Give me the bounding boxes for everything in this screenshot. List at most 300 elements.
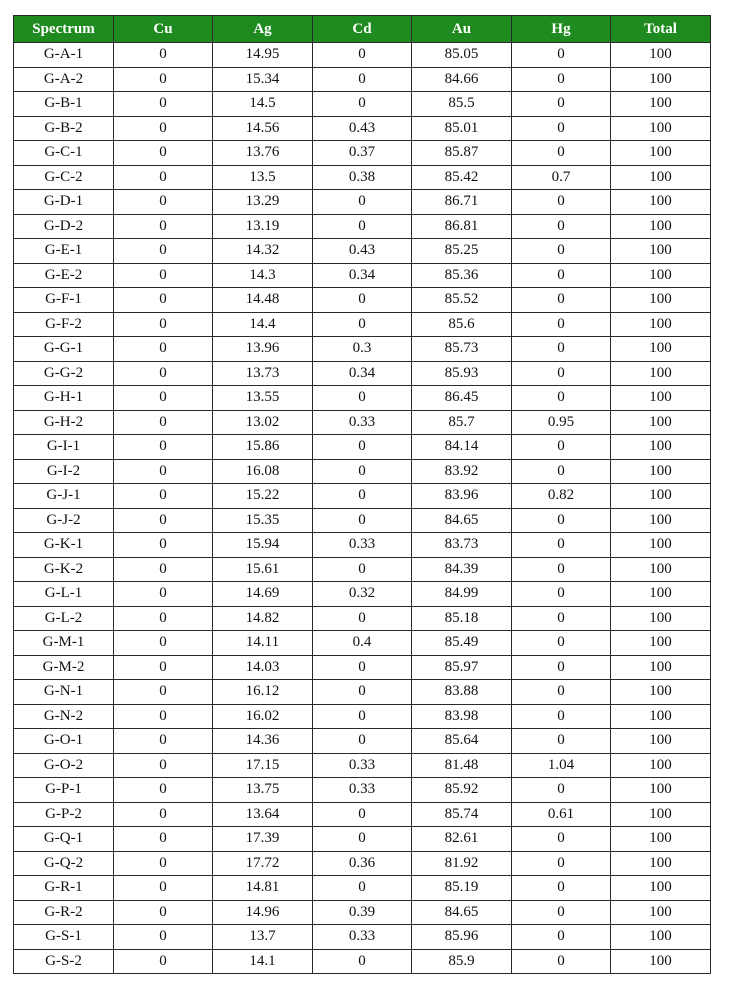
cu-cell: 0 bbox=[114, 337, 213, 362]
au-cell: 84.65 bbox=[412, 900, 512, 925]
au-cell: 85.05 bbox=[412, 43, 512, 68]
table-row bbox=[14, 92, 711, 117]
ag-cell: 14.48 bbox=[213, 288, 313, 313]
cd-cell: 0 bbox=[313, 729, 412, 754]
hg-cell: 0 bbox=[512, 435, 611, 460]
table-row bbox=[14, 949, 711, 974]
spectrum-cell: G-J-1 bbox=[14, 484, 114, 509]
au-cell: 85.36 bbox=[412, 263, 512, 288]
table-row bbox=[14, 67, 711, 92]
spectrum-cell: G-F-2 bbox=[14, 312, 114, 337]
cu-cell: 0 bbox=[114, 606, 213, 631]
ag-cell: 13.64 bbox=[213, 802, 313, 827]
hg-cell: 0 bbox=[512, 214, 611, 239]
hg-cell: 0 bbox=[512, 92, 611, 117]
ag-cell: 15.22 bbox=[213, 484, 313, 509]
total-cell: 100 bbox=[611, 655, 711, 680]
au-cell: 85.92 bbox=[412, 778, 512, 803]
table-row bbox=[14, 214, 711, 239]
total-cell: 100 bbox=[611, 288, 711, 313]
ag-cell: 17.39 bbox=[213, 827, 313, 852]
spectrum-cell: G-H-1 bbox=[14, 386, 114, 411]
spectrum-cell: G-E-1 bbox=[14, 239, 114, 264]
composition-table bbox=[13, 15, 711, 974]
hg-cell: 0 bbox=[512, 925, 611, 950]
cu-cell: 0 bbox=[114, 876, 213, 901]
au-cell: 83.92 bbox=[412, 459, 512, 484]
cu-cell: 0 bbox=[114, 386, 213, 411]
total-cell: 100 bbox=[611, 92, 711, 117]
ag-cell: 15.86 bbox=[213, 435, 313, 460]
cd-cell: 0.33 bbox=[313, 533, 412, 558]
table-row bbox=[14, 900, 711, 925]
spectrum-cell: G-C-2 bbox=[14, 165, 114, 190]
table-row bbox=[14, 606, 711, 631]
hg-cell: 0 bbox=[512, 67, 611, 92]
total-cell: 100 bbox=[611, 729, 711, 754]
total-cell: 100 bbox=[611, 778, 711, 803]
hg-cell: 0 bbox=[512, 778, 611, 803]
cu-cell: 0 bbox=[114, 900, 213, 925]
cu-cell: 0 bbox=[114, 851, 213, 876]
cd-cell: 0 bbox=[313, 190, 412, 215]
total-cell: 100 bbox=[611, 459, 711, 484]
spectrum-cell: G-M-1 bbox=[14, 631, 114, 656]
spectrum-cell: G-D-2 bbox=[14, 214, 114, 239]
spectrum-cell: G-K-2 bbox=[14, 557, 114, 582]
au-cell: 85.42 bbox=[412, 165, 512, 190]
total-cell: 100 bbox=[611, 386, 711, 411]
cu-cell: 0 bbox=[114, 949, 213, 974]
cu-cell: 0 bbox=[114, 43, 213, 68]
ag-cell: 14.32 bbox=[213, 239, 313, 264]
au-cell: 84.99 bbox=[412, 582, 512, 607]
cd-cell: 0 bbox=[313, 435, 412, 460]
table-row bbox=[14, 484, 711, 509]
cd-cell: 0 bbox=[313, 827, 412, 852]
hg-cell: 0 bbox=[512, 459, 611, 484]
cd-cell: 0 bbox=[313, 680, 412, 705]
hg-cell: 0 bbox=[512, 631, 611, 656]
hg-cell: 0 bbox=[512, 190, 611, 215]
au-cell: 85.73 bbox=[412, 337, 512, 362]
au-cell: 84.14 bbox=[412, 435, 512, 460]
spectrum-cell: G-Q-1 bbox=[14, 827, 114, 852]
cd-cell: 0 bbox=[313, 459, 412, 484]
total-cell: 100 bbox=[611, 827, 711, 852]
total-cell: 100 bbox=[611, 67, 711, 92]
ag-cell: 13.75 bbox=[213, 778, 313, 803]
cd-cell: 0 bbox=[313, 704, 412, 729]
spectrum-cell: G-O-1 bbox=[14, 729, 114, 754]
hg-cell: 0 bbox=[512, 827, 611, 852]
hg-cell: 0 bbox=[512, 606, 611, 631]
table-row bbox=[14, 729, 711, 754]
total-cell: 100 bbox=[611, 582, 711, 607]
cd-cell: 0 bbox=[313, 876, 412, 901]
cd-cell: 0.34 bbox=[313, 361, 412, 386]
table-row bbox=[14, 337, 711, 362]
header-hg: Hg bbox=[512, 16, 611, 43]
hg-cell: 0.82 bbox=[512, 484, 611, 509]
ag-cell: 14.4 bbox=[213, 312, 313, 337]
au-cell: 83.73 bbox=[412, 533, 512, 558]
au-cell: 85.97 bbox=[412, 655, 512, 680]
au-cell: 85.74 bbox=[412, 802, 512, 827]
cu-cell: 0 bbox=[114, 288, 213, 313]
cu-cell: 0 bbox=[114, 165, 213, 190]
cu-cell: 0 bbox=[114, 361, 213, 386]
total-cell: 100 bbox=[611, 753, 711, 778]
ag-cell: 17.15 bbox=[213, 753, 313, 778]
spectrum-cell: G-B-2 bbox=[14, 116, 114, 141]
spectrum-cell: G-D-1 bbox=[14, 190, 114, 215]
hg-cell: 0 bbox=[512, 949, 611, 974]
cu-cell: 0 bbox=[114, 312, 213, 337]
ag-cell: 16.02 bbox=[213, 704, 313, 729]
cd-cell: 0 bbox=[313, 802, 412, 827]
cd-cell: 0 bbox=[313, 214, 412, 239]
total-cell: 100 bbox=[611, 239, 711, 264]
spectrum-cell: G-O-2 bbox=[14, 753, 114, 778]
hg-cell: 0 bbox=[512, 900, 611, 925]
header-row bbox=[14, 16, 711, 43]
cu-cell: 0 bbox=[114, 214, 213, 239]
spectrum-cell: G-P-2 bbox=[14, 802, 114, 827]
table-row bbox=[14, 386, 711, 411]
header-au: Au bbox=[412, 16, 512, 43]
table-row bbox=[14, 827, 711, 852]
cd-cell: 0 bbox=[313, 288, 412, 313]
cd-cell: 0.32 bbox=[313, 582, 412, 607]
hg-cell: 0 bbox=[512, 337, 611, 362]
table-row bbox=[14, 43, 711, 68]
cu-cell: 0 bbox=[114, 557, 213, 582]
au-cell: 85.5 bbox=[412, 92, 512, 117]
table-row bbox=[14, 557, 711, 582]
cu-cell: 0 bbox=[114, 582, 213, 607]
composition-table-container bbox=[13, 15, 710, 974]
ag-cell: 13.7 bbox=[213, 925, 313, 950]
ag-cell: 15.34 bbox=[213, 67, 313, 92]
ag-cell: 17.72 bbox=[213, 851, 313, 876]
total-cell: 100 bbox=[611, 361, 711, 386]
ag-cell: 14.95 bbox=[213, 43, 313, 68]
spectrum-cell: G-B-1 bbox=[14, 92, 114, 117]
cu-cell: 0 bbox=[114, 459, 213, 484]
table-row bbox=[14, 141, 711, 166]
ag-cell: 16.12 bbox=[213, 680, 313, 705]
cu-cell: 0 bbox=[114, 533, 213, 558]
cu-cell: 0 bbox=[114, 141, 213, 166]
cd-cell: 0 bbox=[313, 655, 412, 680]
cd-cell: 0 bbox=[313, 67, 412, 92]
header-ag: Ag bbox=[213, 16, 313, 43]
au-cell: 82.61 bbox=[412, 827, 512, 852]
total-cell: 100 bbox=[611, 337, 711, 362]
table-body bbox=[14, 43, 711, 974]
header-cd: Cd bbox=[313, 16, 412, 43]
cu-cell: 0 bbox=[114, 729, 213, 754]
cd-cell: 0.43 bbox=[313, 239, 412, 264]
table-row bbox=[14, 459, 711, 484]
total-cell: 100 bbox=[611, 263, 711, 288]
cu-cell: 0 bbox=[114, 435, 213, 460]
au-cell: 84.39 bbox=[412, 557, 512, 582]
spectrum-cell: G-S-2 bbox=[14, 949, 114, 974]
cd-cell: 0 bbox=[313, 606, 412, 631]
ag-cell: 14.81 bbox=[213, 876, 313, 901]
ag-cell: 13.55 bbox=[213, 386, 313, 411]
table-row bbox=[14, 190, 711, 215]
table-header bbox=[14, 16, 711, 43]
ag-cell: 15.94 bbox=[213, 533, 313, 558]
spectrum-cell: G-R-2 bbox=[14, 900, 114, 925]
cu-cell: 0 bbox=[114, 704, 213, 729]
table-row bbox=[14, 851, 711, 876]
au-cell: 84.66 bbox=[412, 67, 512, 92]
hg-cell: 0 bbox=[512, 116, 611, 141]
au-cell: 85.19 bbox=[412, 876, 512, 901]
hg-cell: 0.95 bbox=[512, 410, 611, 435]
table-row bbox=[14, 582, 711, 607]
table-row bbox=[14, 876, 711, 901]
cu-cell: 0 bbox=[114, 484, 213, 509]
hg-cell: 0 bbox=[512, 533, 611, 558]
cu-cell: 0 bbox=[114, 753, 213, 778]
total-cell: 100 bbox=[611, 190, 711, 215]
cd-cell: 0.33 bbox=[313, 410, 412, 435]
hg-cell: 0 bbox=[512, 508, 611, 533]
table-row bbox=[14, 533, 711, 558]
ag-cell: 13.29 bbox=[213, 190, 313, 215]
hg-cell: 0 bbox=[512, 312, 611, 337]
cd-cell: 0 bbox=[313, 43, 412, 68]
total-cell: 100 bbox=[611, 557, 711, 582]
total-cell: 100 bbox=[611, 900, 711, 925]
hg-cell: 0.61 bbox=[512, 802, 611, 827]
au-cell: 85.7 bbox=[412, 410, 512, 435]
spectrum-cell: G-P-1 bbox=[14, 778, 114, 803]
cu-cell: 0 bbox=[114, 190, 213, 215]
total-cell: 100 bbox=[611, 925, 711, 950]
total-cell: 100 bbox=[611, 704, 711, 729]
spectrum-cell: G-R-1 bbox=[14, 876, 114, 901]
cd-cell: 0.38 bbox=[313, 165, 412, 190]
cu-cell: 0 bbox=[114, 67, 213, 92]
ag-cell: 14.3 bbox=[213, 263, 313, 288]
au-cell: 85.18 bbox=[412, 606, 512, 631]
cd-cell: 0.4 bbox=[313, 631, 412, 656]
header-cu: Cu bbox=[114, 16, 213, 43]
hg-cell: 0 bbox=[512, 361, 611, 386]
spectrum-cell: G-N-1 bbox=[14, 680, 114, 705]
hg-cell: 0 bbox=[512, 43, 611, 68]
au-cell: 86.45 bbox=[412, 386, 512, 411]
total-cell: 100 bbox=[611, 312, 711, 337]
spectrum-cell: G-L-1 bbox=[14, 582, 114, 607]
table-row bbox=[14, 312, 711, 337]
ag-cell: 14.56 bbox=[213, 116, 313, 141]
ag-cell: 14.96 bbox=[213, 900, 313, 925]
cd-cell: 0.43 bbox=[313, 116, 412, 141]
au-cell: 86.81 bbox=[412, 214, 512, 239]
table-row bbox=[14, 704, 711, 729]
spectrum-cell: G-C-1 bbox=[14, 141, 114, 166]
spectrum-cell: G-G-1 bbox=[14, 337, 114, 362]
cu-cell: 0 bbox=[114, 92, 213, 117]
au-cell: 85.52 bbox=[412, 288, 512, 313]
ag-cell: 15.35 bbox=[213, 508, 313, 533]
table-row bbox=[14, 655, 711, 680]
au-cell: 83.88 bbox=[412, 680, 512, 705]
cu-cell: 0 bbox=[114, 802, 213, 827]
spectrum-cell: G-K-1 bbox=[14, 533, 114, 558]
total-cell: 100 bbox=[611, 116, 711, 141]
total-cell: 100 bbox=[611, 410, 711, 435]
ag-cell: 14.69 bbox=[213, 582, 313, 607]
au-cell: 85.9 bbox=[412, 949, 512, 974]
cd-cell: 0.34 bbox=[313, 263, 412, 288]
hg-cell: 0 bbox=[512, 876, 611, 901]
table-row bbox=[14, 288, 711, 313]
total-cell: 100 bbox=[611, 851, 711, 876]
au-cell: 83.96 bbox=[412, 484, 512, 509]
ag-cell: 13.5 bbox=[213, 165, 313, 190]
ag-cell: 13.02 bbox=[213, 410, 313, 435]
au-cell: 81.48 bbox=[412, 753, 512, 778]
cu-cell: 0 bbox=[114, 410, 213, 435]
spectrum-cell: G-J-2 bbox=[14, 508, 114, 533]
header-spectrum: Spectrum bbox=[14, 16, 114, 43]
au-cell: 84.65 bbox=[412, 508, 512, 533]
cd-cell: 0.37 bbox=[313, 141, 412, 166]
hg-cell: 0 bbox=[512, 239, 611, 264]
cu-cell: 0 bbox=[114, 631, 213, 656]
au-cell: 85.64 bbox=[412, 729, 512, 754]
total-cell: 100 bbox=[611, 631, 711, 656]
hg-cell: 0 bbox=[512, 141, 611, 166]
spectrum-cell: G-Q-2 bbox=[14, 851, 114, 876]
au-cell: 81.92 bbox=[412, 851, 512, 876]
table-row bbox=[14, 802, 711, 827]
cd-cell: 0.39 bbox=[313, 900, 412, 925]
table-row bbox=[14, 753, 711, 778]
cd-cell: 0.3 bbox=[313, 337, 412, 362]
ag-cell: 13.19 bbox=[213, 214, 313, 239]
table-row bbox=[14, 680, 711, 705]
hg-cell: 0 bbox=[512, 680, 611, 705]
total-cell: 100 bbox=[611, 802, 711, 827]
table-row bbox=[14, 361, 711, 386]
hg-cell: 0 bbox=[512, 729, 611, 754]
table-row bbox=[14, 925, 711, 950]
ag-cell: 14.36 bbox=[213, 729, 313, 754]
au-cell: 85.01 bbox=[412, 116, 512, 141]
cu-cell: 0 bbox=[114, 508, 213, 533]
total-cell: 100 bbox=[611, 43, 711, 68]
au-cell: 86.71 bbox=[412, 190, 512, 215]
hg-cell: 0 bbox=[512, 263, 611, 288]
spectrum-cell: G-I-2 bbox=[14, 459, 114, 484]
spectrum-cell: G-A-2 bbox=[14, 67, 114, 92]
total-cell: 100 bbox=[611, 876, 711, 901]
cd-cell: 0.33 bbox=[313, 753, 412, 778]
total-cell: 100 bbox=[611, 141, 711, 166]
ag-cell: 14.03 bbox=[213, 655, 313, 680]
total-cell: 100 bbox=[611, 508, 711, 533]
spectrum-cell: G-E-2 bbox=[14, 263, 114, 288]
cu-cell: 0 bbox=[114, 680, 213, 705]
ag-cell: 13.96 bbox=[213, 337, 313, 362]
table-row bbox=[14, 631, 711, 656]
total-cell: 100 bbox=[611, 214, 711, 239]
spectrum-cell: G-H-2 bbox=[14, 410, 114, 435]
total-cell: 100 bbox=[611, 606, 711, 631]
cu-cell: 0 bbox=[114, 263, 213, 288]
hg-cell: 0 bbox=[512, 704, 611, 729]
table-row bbox=[14, 165, 711, 190]
cd-cell: 0 bbox=[313, 92, 412, 117]
ag-cell: 14.1 bbox=[213, 949, 313, 974]
table-row bbox=[14, 410, 711, 435]
cd-cell: 0.33 bbox=[313, 925, 412, 950]
hg-cell: 0.7 bbox=[512, 165, 611, 190]
table-row bbox=[14, 239, 711, 264]
cd-cell: 0.33 bbox=[313, 778, 412, 803]
hg-cell: 0 bbox=[512, 386, 611, 411]
spectrum-cell: G-I-1 bbox=[14, 435, 114, 460]
table-row bbox=[14, 263, 711, 288]
cu-cell: 0 bbox=[114, 827, 213, 852]
cd-cell: 0 bbox=[313, 386, 412, 411]
total-cell: 100 bbox=[611, 680, 711, 705]
ag-cell: 15.61 bbox=[213, 557, 313, 582]
cd-cell: 0 bbox=[313, 557, 412, 582]
total-cell: 100 bbox=[611, 484, 711, 509]
hg-cell: 0 bbox=[512, 655, 611, 680]
cu-cell: 0 bbox=[114, 116, 213, 141]
total-cell: 100 bbox=[611, 435, 711, 460]
header-total: Total bbox=[611, 16, 711, 43]
total-cell: 100 bbox=[611, 533, 711, 558]
au-cell: 85.96 bbox=[412, 925, 512, 950]
total-cell: 100 bbox=[611, 949, 711, 974]
hg-cell: 0 bbox=[512, 557, 611, 582]
table-row bbox=[14, 778, 711, 803]
hg-cell: 1.04 bbox=[512, 753, 611, 778]
au-cell: 85.25 bbox=[412, 239, 512, 264]
table-row bbox=[14, 508, 711, 533]
au-cell: 85.87 bbox=[412, 141, 512, 166]
spectrum-cell: G-A-1 bbox=[14, 43, 114, 68]
cd-cell: 0 bbox=[313, 508, 412, 533]
cd-cell: 0 bbox=[313, 484, 412, 509]
spectrum-cell: G-F-1 bbox=[14, 288, 114, 313]
cd-cell: 0.36 bbox=[313, 851, 412, 876]
ag-cell: 14.5 bbox=[213, 92, 313, 117]
ag-cell: 16.08 bbox=[213, 459, 313, 484]
ag-cell: 14.11 bbox=[213, 631, 313, 656]
spectrum-cell: G-S-1 bbox=[14, 925, 114, 950]
hg-cell: 0 bbox=[512, 582, 611, 607]
ag-cell: 13.76 bbox=[213, 141, 313, 166]
table-row bbox=[14, 435, 711, 460]
au-cell: 85.49 bbox=[412, 631, 512, 656]
cd-cell: 0 bbox=[313, 312, 412, 337]
au-cell: 85.93 bbox=[412, 361, 512, 386]
spectrum-cell: G-N-2 bbox=[14, 704, 114, 729]
